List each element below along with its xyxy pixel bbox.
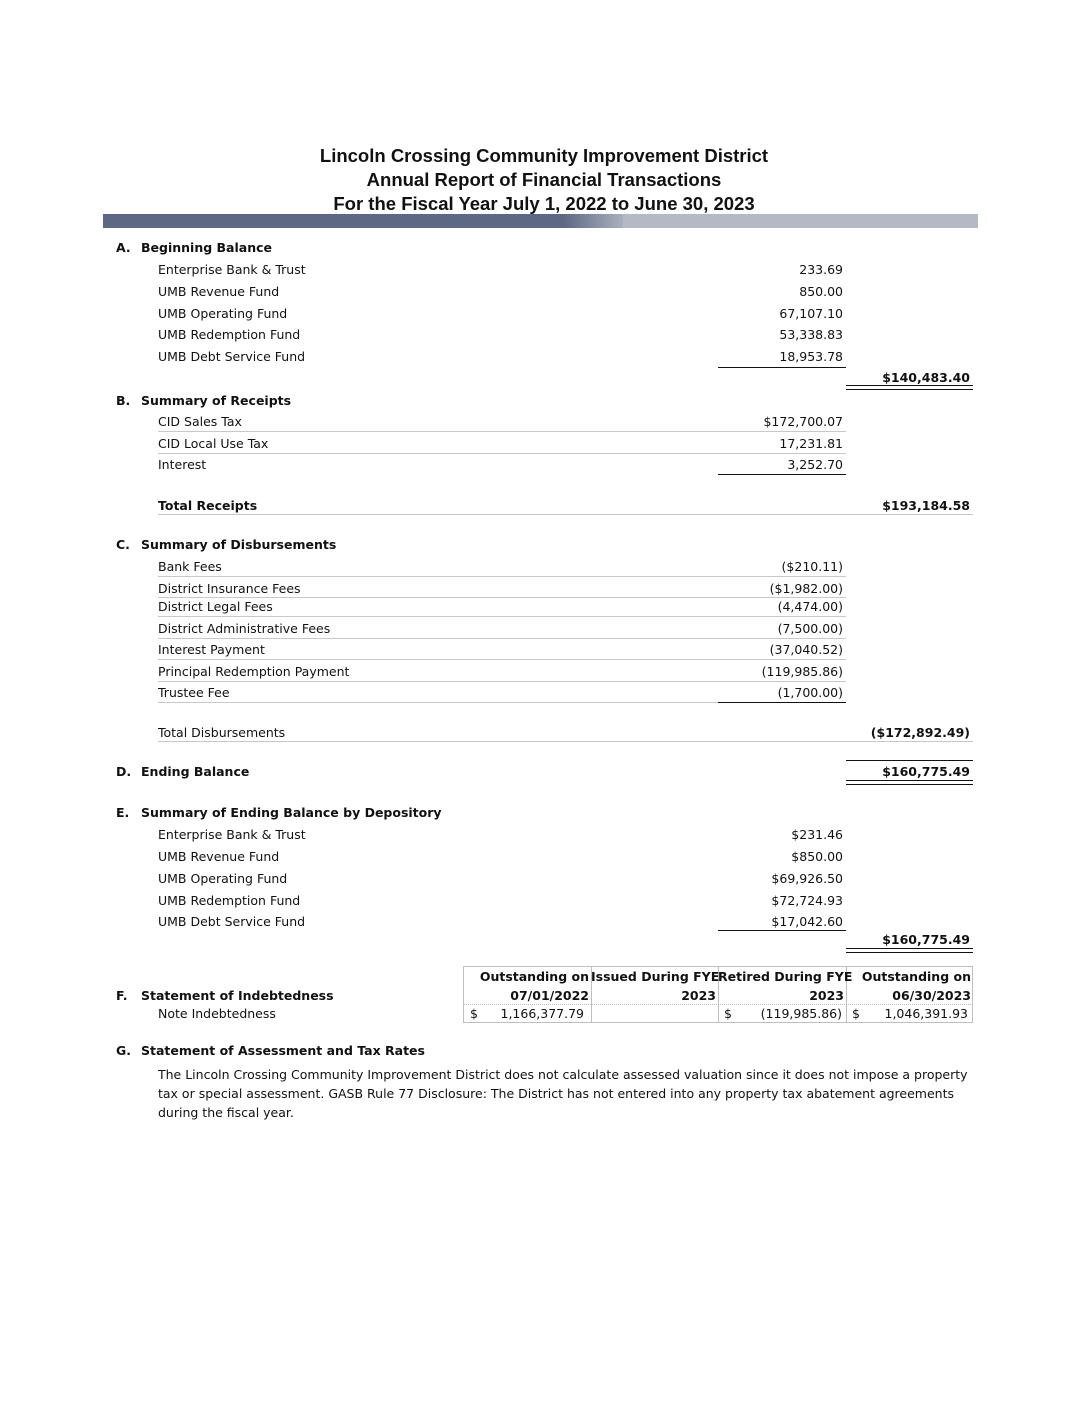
row-rule [158,659,846,660]
line-item-amount: 3,252.70 [787,457,843,472]
line-item-label: District Legal Fees [158,599,273,614]
line-item-label: UMB Operating Fund [158,871,288,886]
retired-value: (119,985.86) [760,1006,842,1021]
line-item-label: UMB Operating Fund [158,306,288,321]
section-a-letter: A. [116,240,131,255]
line-item-amount: (37,040.52) [769,642,843,657]
row-rule [158,431,846,432]
line-item-label: CID Sales Tax [158,414,242,429]
line-item-label: Enterprise Bank & Trust [158,262,306,277]
row-rule [158,702,718,703]
section-f-letter: F. [116,988,128,1003]
title-line-2: Annual Report of Financial Transactions [366,169,722,190]
section-c-heading: Summary of Disbursements [141,537,337,552]
total-double-rule [846,948,973,953]
line-item-amount: (119,985.86) [761,664,843,679]
line-item-amount: 850.00 [799,284,843,299]
subtotal-rule [718,702,846,703]
ending-balance-amount: $160,775.49 [882,764,970,779]
line-item-label: UMB Debt Service Fund [158,349,306,364]
line-item-label: UMB Debt Service Fund [158,914,306,929]
line-item-label: District Administrative Fees [158,621,331,636]
row-rule [158,453,846,454]
line-item-amount: ($210.11) [781,559,843,574]
col-header-outstanding-end: Outstanding on [861,969,971,984]
line-item-amount: 17,231.81 [779,436,843,451]
col-header-outstanding-end-date: 06/30/2023 [892,988,971,1003]
line-item-label: UMB Revenue Fund [158,849,280,864]
row-rule [158,514,973,515]
currency-symbol: $ [724,1006,732,1021]
line-item-label: Principal Redemption Payment [158,664,350,679]
table-row-rule [463,1004,973,1005]
row-rule [158,597,846,598]
section-e-total: $160,775.49 [882,932,970,947]
assessment-paragraph: The Lincoln Crossing Community Improvement District does not calculate assessed valuation since it does not impose a property tax or special assessment. GASB Rule 77 Disclosure: The District has not entered into any property tax abatement agreements during the fiscal year. [158,1067,968,1120]
col-header-issued-year: 2023 [681,988,716,1003]
line-item-amount: 53,338.83 [779,327,843,342]
line-item-label: District Insurance Fees [158,581,301,596]
title-line-3: For the Fiscal Year July 1, 2022 to June 30, 2023 [333,193,755,214]
line-item-amount: $17,042.60 [771,914,843,929]
line-item-amount: (1,700.00) [777,685,843,700]
line-item-amount: $72,724.93 [771,893,843,908]
row-rule [158,681,846,682]
section-d-letter: D. [116,764,132,779]
report-title [0,144,1088,216]
ending-balance-top-rule [846,760,973,761]
total-double-rule [846,780,973,785]
col-header-outstanding-start-date: 07/01/2022 [510,988,589,1003]
section-a-heading: Beginning Balance [141,240,272,255]
section-e-letter: E. [116,805,130,820]
section-c-letter: C. [116,537,130,552]
line-item-label: CID Local Use Tax [158,436,269,451]
total-receipts-amount: $193,184.58 [882,498,970,513]
outstanding-start-value: 1,166,377.79 [500,1006,584,1021]
line-item-amount: 67,107.10 [779,306,843,321]
section-b-letter: B. [116,393,131,408]
outstanding-end-value: 1,046,391.93 [884,1006,968,1021]
line-item-amount: $69,926.50 [771,871,843,886]
line-item-label: Interest Payment [158,642,265,657]
row-rule [158,616,846,617]
section-d-heading: Ending Balance [141,764,250,779]
line-item-amount: 18,953.78 [779,349,843,364]
section-e-heading: Summary of Ending Balance by Depository [141,805,442,820]
total-double-rule [846,385,973,390]
section-g-letter: G. [116,1043,132,1058]
section-f-heading: Statement of Indebtedness [141,988,334,1003]
header-band-light [591,214,978,228]
col-header-retired-year: 2023 [809,988,844,1003]
line-item-label: Interest [158,457,207,472]
note-indebtedness-label: Note Indebtedness [158,1006,276,1021]
total-disbursements-amount: ($172,892.49) [870,725,970,740]
title-line-1: Lincoln Crossing Community Improvement District [319,145,769,166]
col-header-outstanding-start: Outstanding on [479,969,589,984]
col-header-retired: Retired During FYE [718,969,853,984]
header-band [103,214,978,228]
section-g-heading: Statement of Assessment and Tax Rates [141,1043,425,1058]
section-a-total: $140,483.40 [882,370,970,385]
line-item-amount: $172,700.07 [763,414,843,429]
line-item-amount: (4,474.00) [777,599,843,614]
line-item-label: Enterprise Bank & Trust [158,827,306,842]
row-rule [158,576,846,577]
currency-symbol: $ [470,1006,478,1021]
total-receipts-label: Total Receipts [158,498,258,513]
row-rule [158,741,973,742]
line-item-amount: (7,500.00) [777,621,843,636]
currency-symbol: $ [852,1006,860,1021]
line-item-label: UMB Redemption Fund [158,893,301,908]
line-item-amount: $850.00 [791,849,843,864]
line-item-label: UMB Revenue Fund [158,284,280,299]
section-b-heading: Summary of Receipts [141,393,292,408]
total-disbursements-label: Total Disbursements [158,725,286,740]
header-band-fade [563,214,623,228]
subtotal-rule [718,367,846,368]
subtotal-rule [718,474,846,475]
line-item-amount: ($1,982.00) [769,581,843,596]
line-item-label: UMB Redemption Fund [158,327,301,342]
line-item-amount: 233.69 [799,262,843,277]
col-header-issued: Issued During FYE [591,969,720,984]
line-item-label: Bank Fees [158,559,222,574]
subtotal-rule [718,930,846,931]
row-rule [158,638,846,639]
line-item-label: Trustee Fee [158,685,230,700]
header-band-dark [103,214,613,228]
line-item-amount: $231.46 [791,827,843,842]
